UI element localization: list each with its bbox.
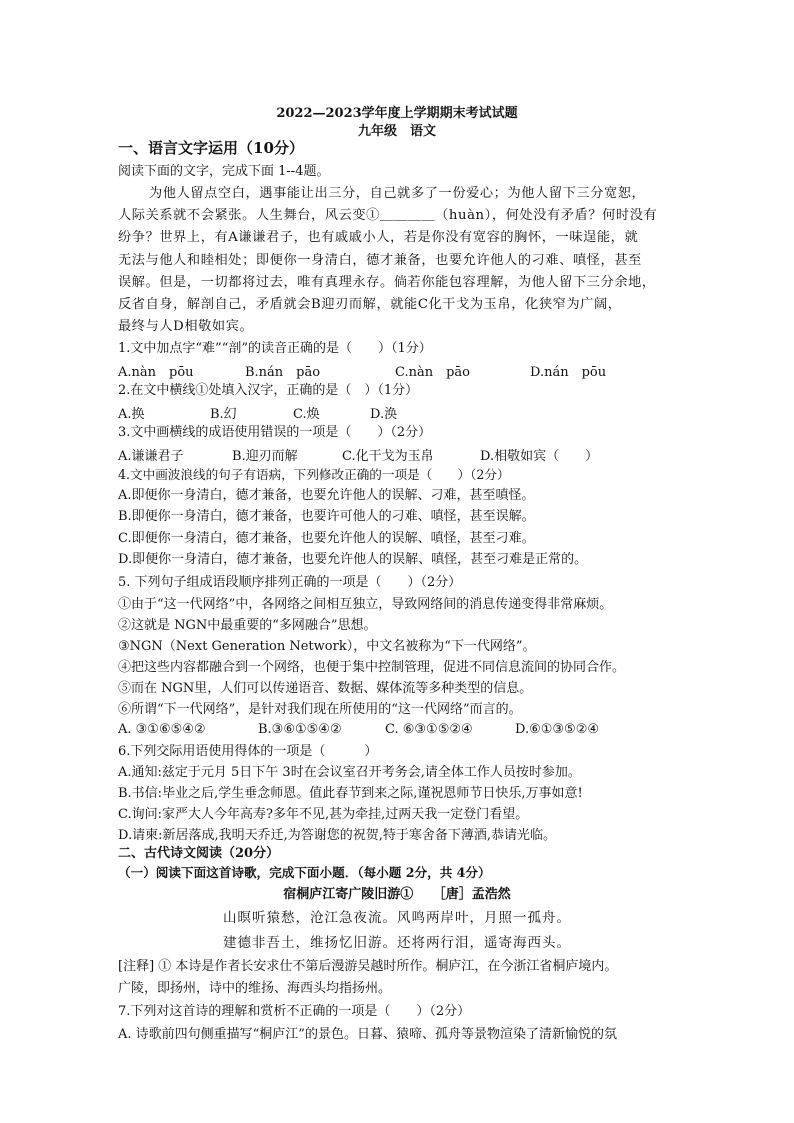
- q6-option-d: D.请柬:新居落成,我明天乔迁,为答谢您的祝贺,特于寒舍备下薄酒,恭请光临。: [118, 828, 557, 843]
- q3-option-b: B.迎刃而解: [232, 449, 298, 464]
- passage-line: 为他人留点空白，遇事能让出三分，自己就多了一份爱心；为他人留下三分宽恕，: [149, 186, 646, 201]
- q3-option-d: D.相敬如宾（ ）: [480, 449, 599, 464]
- q2-option-c: C.焕: [293, 407, 320, 422]
- question-4: 4.文中画波浪线的句子有语病，下列修改正确的一项是（ ）（2分）: [118, 467, 510, 482]
- question-7: 7.下列对这首诗的理解和赏析不正确的一项是（ ）（2分）: [118, 1004, 471, 1019]
- q1-option-d: D.nán pōu: [530, 365, 607, 380]
- q1-option-c: C.nàn pāo: [395, 365, 471, 380]
- passage-line: 反省自身，解剖自己，矛盾就会B迎刃而解，就能C化干戈为玉帛，化狭窄为广阔，: [118, 297, 622, 312]
- q5-sentence: ⑥所谓“下一代网络”，是针对我们现在所使用的“这一代网络”而言的。: [118, 702, 522, 717]
- poem-title: 宿桐庐江寄广陵旧游① ［唐］孟浩然: [283, 887, 511, 902]
- poem-note: 广陵，即扬州，诗中的维扬、海西头均指扬州。: [118, 981, 392, 996]
- q4-option-a: A.即便你一身清白，德才兼备，也要允许他人的误解、刁难，甚至嗔怪。: [118, 488, 535, 503]
- q5-option-a: A. ③①⑥⑤④②: [118, 722, 206, 737]
- q2-option-d: D.涣: [370, 407, 398, 422]
- poem-line: 山暝听猿愁，沧江急夜流。风鸣两岸叶，月照一孤舟。: [223, 910, 571, 926]
- q2-option-b: B.幻: [210, 407, 237, 422]
- passage-line: 误解。但是，一切都将过去，唯有真理永存。倘若你能包容理解，为他人留下三分余地，: [118, 275, 656, 290]
- q4-option-c: C.即便你一身清白，德才兼备，也要允许他人的误解、嗔怪，甚至刁难。: [118, 531, 535, 546]
- question-5: 5. 下列句子组成语段顺序排列正确的一项是（ ）（2分）: [118, 575, 462, 590]
- q5-option-d: D.⑥①③⑤②④: [515, 722, 600, 737]
- q5-option-c: C. ⑥③①⑤②④: [385, 722, 473, 737]
- question-6: 6.下列交际用语使用得体的一项是（ ）: [118, 744, 378, 759]
- poem-line: 建德非吾土，维扬忆旧游。还将两行泪，遥寄海西头。: [223, 935, 571, 951]
- section1-heading: 一、语言文字运用（10分）: [118, 139, 304, 157]
- exam-title: 2022—2023学年度上学期期末考试试题: [276, 106, 518, 121]
- question-1: 1.文中加点字“难”“剖”的读音正确的是（ ）（1分）: [118, 341, 432, 356]
- passage-line: 纷争？世界上，有A谦谦君子，也有戚戚小人，若是你没有宽容的胸怀，一味逞能，就: [118, 230, 639, 245]
- section2-heading: 二、古代诗文阅读（20分）: [118, 846, 280, 861]
- question-2: 2.在文中横线①处填入汉字，正确的是（ ）（1分）: [118, 383, 419, 398]
- q5-sentence: ①由于“这一代网络”中，各网络之间相互独立，导致网络间的消息传递变得非常麻烦。: [118, 597, 613, 612]
- q6-option-a: A.通知:兹定于元月 5日下午 3时在会议室召开考务会,请全体工作人员按时参加。: [118, 765, 581, 780]
- poem-note: [注释] ① 本诗是作者长安求仕不第后漫游吴越时所作。桐庐江，在今浙江省桐庐境内。: [118, 959, 618, 974]
- q5-sentence: ③NGN（Next Generation Network），中文名被称为“下一代网络”。: [118, 639, 536, 654]
- passage-line: 最终与人D相敬如宾。: [118, 319, 254, 334]
- q5-sentence: ②这就是 NGN中最重要的“多网融合”思想。: [118, 618, 377, 633]
- q6-option-b: B.书信:毕业之后,学生垂念师恩。值此春节到来之际,谨祝恩师节日快乐,万事如意!: [118, 786, 583, 801]
- passage-line: 无法与他人和睦相处；即便你一身清白，德才兼备，也要允许他人的刁难、嗔怪，甚至: [118, 253, 642, 268]
- section2-subheading: （一）阅读下面这首诗歌，完成下面小题．（每小题 2分，共 4分）: [118, 865, 491, 880]
- q5-sentence: ⑤而在 NGN里，人们可以传递语音、数据、媒体流等多种类型的信息。: [118, 681, 533, 696]
- q3-option-a: A.谦谦君子: [118, 449, 184, 464]
- q5-option-b: B.③⑥①⑤④②: [258, 722, 342, 737]
- q2-option-a: A.换: [118, 407, 145, 422]
- q4-option-d: D.即便你一身清白，德才兼备，也要允许他人的误解、嗔怪，甚至刁难是正常的。: [118, 552, 588, 567]
- passage-line: 人际关系就不会紧张。人生舞台，风云变①＿＿＿＿（huàn），何处没有矛盾？何时没有: [118, 208, 658, 223]
- q4-option-b: B.即便你一身清白，德才兼备，也要许可他人的刁难、嗔怪，甚至误解。: [118, 509, 535, 524]
- section1-instruction: 阅读下面的文字，完成下面 1--4题。: [118, 164, 330, 179]
- exam-subtitle: 九年级 语文: [357, 124, 436, 139]
- q7-option-a: A. 诗歌前四句侧重描写“桐庐江”的景色。日暮、猿啼、孤舟等景物渲染了清新愉悦的氛: [118, 1027, 617, 1042]
- q1-option-a: A.nàn pōu: [118, 365, 194, 380]
- q5-sentence: ④把这些内容都融合到一个网络，也便于集中控制管理，促进不同信息流间的协同合作。: [118, 660, 626, 675]
- q3-option-c: C.化干戈为玉帛: [342, 449, 434, 464]
- q6-option-c: C.询问:家严大人今年高寿?多年不见,甚为牵挂,过两天我一定登门看望。: [118, 807, 529, 822]
- q1-option-b: B.nán pāo: [245, 365, 321, 380]
- question-3: 3.文中画横线的成语使用错误的一项是（ ）（2分）: [118, 425, 432, 440]
